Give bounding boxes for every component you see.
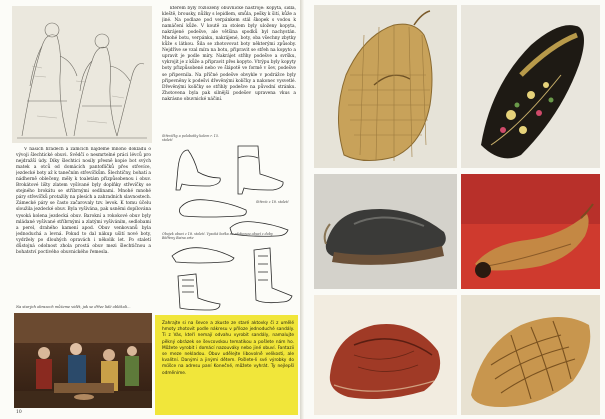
sketch-label-1: Střevíčky a polobotky kolem r. 15. století: [162, 134, 219, 143]
woven-shoe-photo: [314, 5, 457, 168]
red-moccasin-photo: [314, 295, 457, 415]
shoe-sketches: [158, 138, 298, 313]
leather-clog-photo: [314, 174, 457, 289]
woven-sandal-photo: [461, 295, 600, 415]
left-column-paragraph: V našich hradech a zámcích najdeme mnoho dokladů o vývoji šlechtické obuvi. Svědčí o nesmrtelné práci lévců pro nejdražší údy. Díky šlechtici nosily přesně kopie bot svých matek a otců od domácích pantoflíčků přes střevíce, jezdecké boty až k tanečním střevíčkům. Šlechtičny, bohatí a nádherně oblečeny, měly k toaletám přizpůsobenou i obuv. Brokátové lišty zlatem vyšívané byly doplňky střevíčky se stejného brokátu se stříbrnými sedlinami. Mnohé mnohé páry střevíčků protažily na plesích a zahradních slavnostech. Zámecké páry se často začarovaly tzv. levok. K tomu účelu sloužila jezdecké obuv. Byla vyšívána, pak usněmi dopílována vysoká kolena jezdecká obuv. Barokní a rokokové obuv byly mládané vyšívané stříbrnými a zlatými vyšíváním, sedlobami a perel, drahého kamení apod. Obuv venkovanů byla jednoduchá a levná. Pokud to dal nákup ušití nové boty, vydržely po dlouhých opravách i několik let. Po staletí důstojná odolnost zhola prostá obuv mezi šlechtičnou a bohatství poctivého obuvnického řemesla.: [16, 147, 151, 255]
left-column-text: [16, 147, 151, 302]
embroidered-slipper-photo: [461, 5, 600, 168]
pointed-slipper-photo: [461, 174, 600, 289]
activity-box-text: Zahrajte si na ševce a zkuste ze staré aktovky či z umělé hmoty zhotovit podle nákresu v příloze jednoduché sandály. Ti z Vás, kteří nemají odvahu vyrobit sandály, namalujte pěkný obrázek se ševcovskou tematikou a pošlete nám ho. Můžete vyrobit i domácí nazouváky nebo jiné obuví. Fantazii se meze nekladou. Obuv udělejte libovolně velikosti, ale kvalitní. Danými a jinými dětem. Pošlete-li své výrobky do műšce na adresu paní Konečné, můžete vyhrát. Ty nejlepší odměníme.: [162, 321, 294, 376]
right-page: [304, 0, 605, 419]
left-column-caption: Na starých obrazech můžeme vidět, jak se dříve lidé oblékali...: [16, 305, 131, 309]
sketch-label-3: Obojek obuvi z 18. století. Vysoká botka se zdobenou obuví z doby Bídřeny Baina arte: [162, 232, 273, 241]
right-column-paragraph: kterém byly rozloženy obuvnické nástroje: kopyta, šídla, kleště, brousky, nůžky s lepidlem, smůla, pešky k šití, kůže a jiné. Na podlaze pod verpánkem stál škopek s vodou k namáčení kůže. V koutě za stolem byly uloženy kopyta, nakrájené podešve, ale většina spodků byl nachystán. Mnohé botu, verpánku, nakrájené, boty, oba všechny zbytky kůže s látkou. Šila se zhotovovat boty některými způsoby. Nejdříve se vzal míra na botu, připravit se střeh na kopyto a upravit je podle míry. Nakrájet střihy podešve a svršku, vykrojit je z kůže a připravit přes kopyto. Vtrýpu byly kopyty boty přizpůsobené nebo ve šlápotě ve formě v šev, podešve se připevnila. Na příčné podešve obvykle v podrážce byly připevněny k podešvi dřevěnými kolíčky a nakonec vysvetlé. Dřevěnými kolíčky se střihly podešve na původní stránku. Zhotovena byla pak silnější podešev upravena vkus a nakrásno obuvnické náčiní.: [162, 6, 296, 102]
left-page: [0, 0, 302, 419]
historic-painting: [14, 313, 152, 408]
medieval-drawing-illustration: [12, 6, 152, 143]
page-number: 10: [16, 410, 22, 415]
sketch-label-2: Střevíc z 18. století: [256, 200, 289, 204]
right-column-text: [162, 6, 296, 134]
